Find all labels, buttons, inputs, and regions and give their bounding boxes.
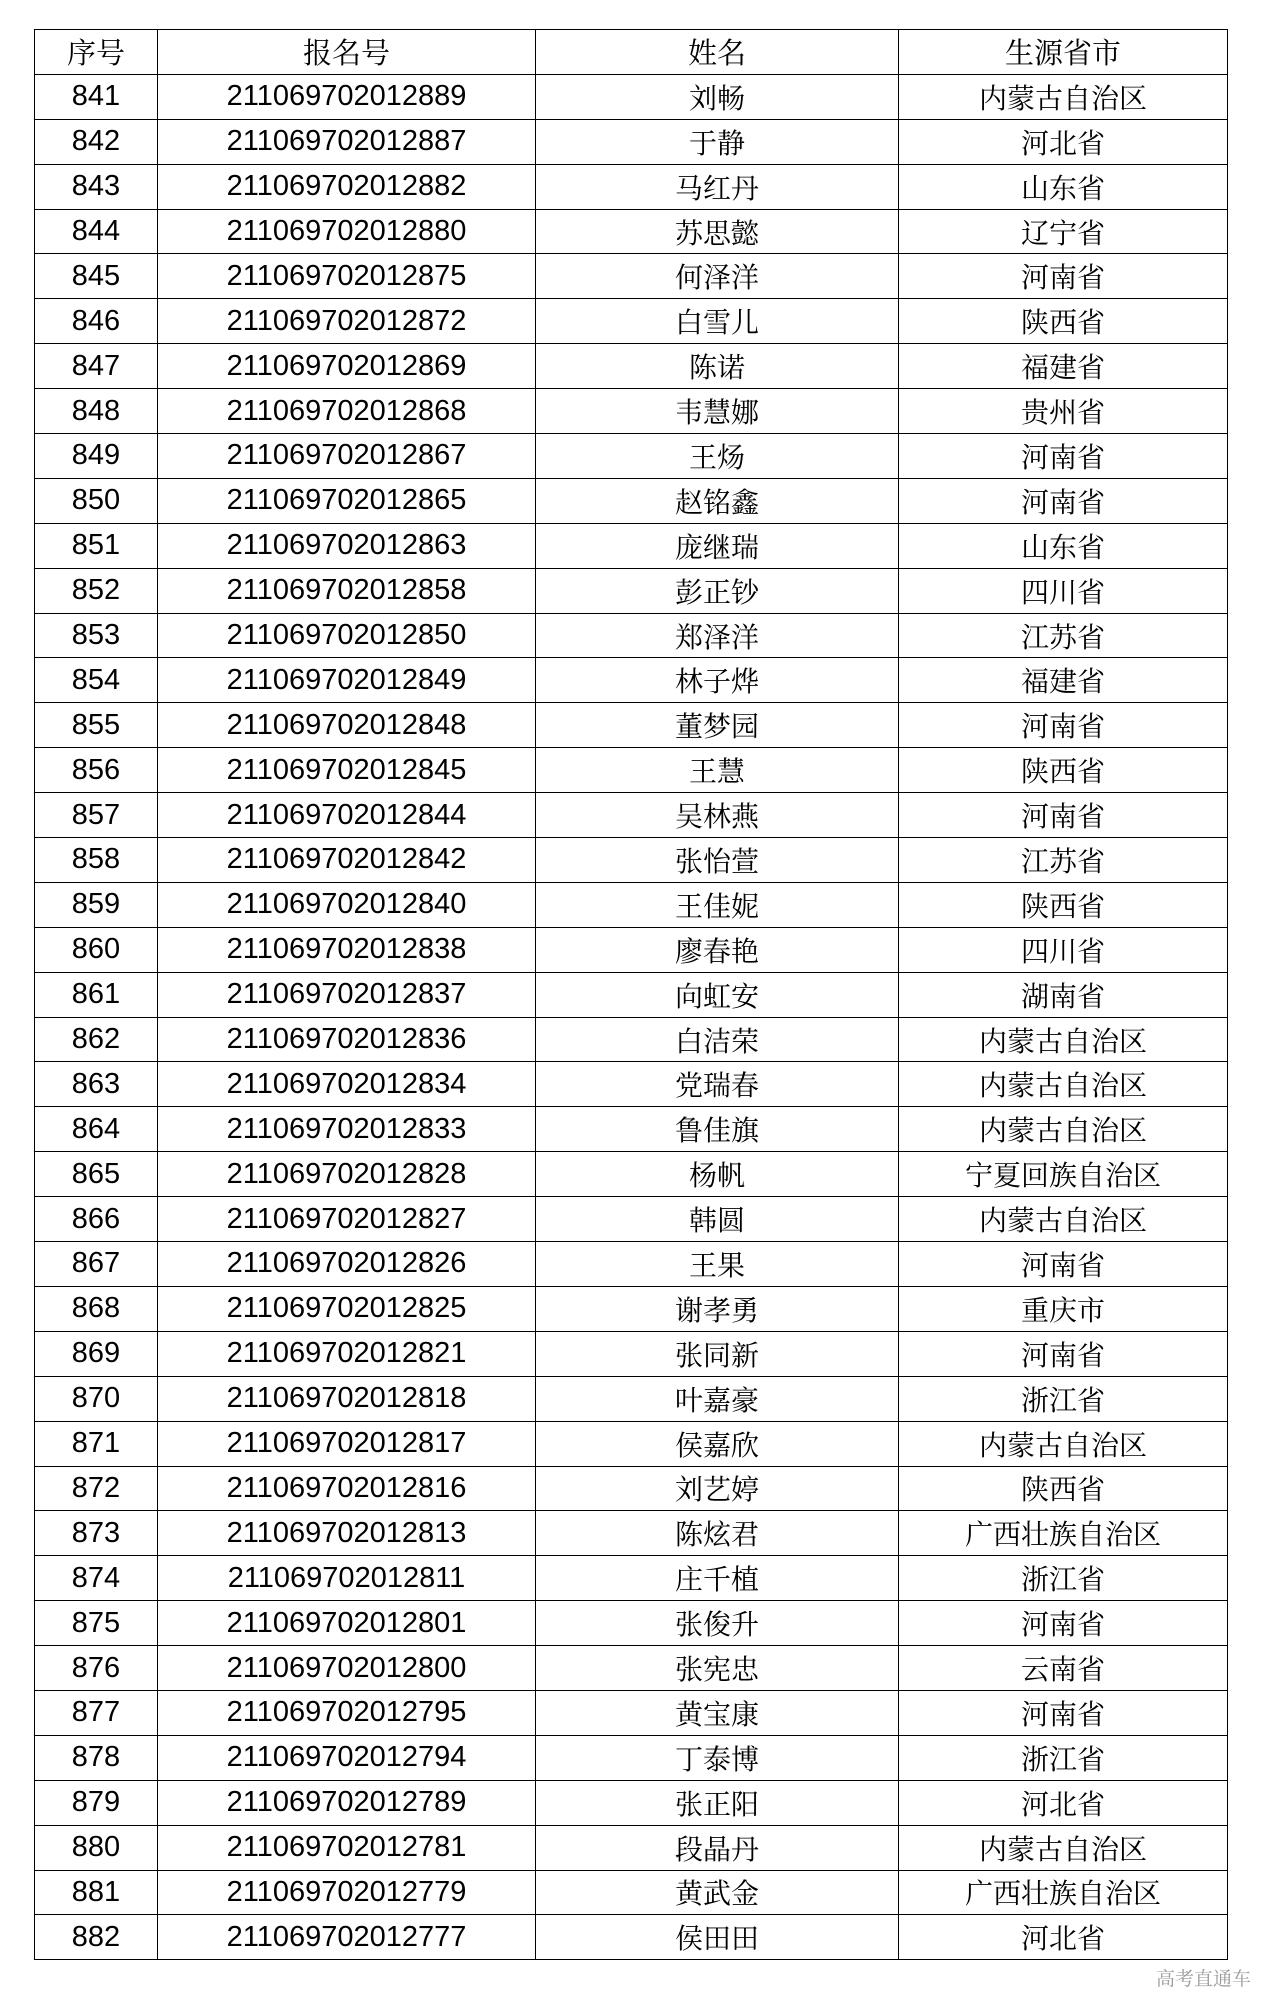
province-cell: 河南省 — [899, 793, 1228, 838]
registration-number-cell: 211069702012828 — [158, 1152, 536, 1197]
name-cell: 侯田田 — [536, 1915, 899, 1960]
table-row — [35, 389, 1228, 434]
name-cell: 白洁荣 — [536, 1017, 899, 1062]
name-cell: 谢孝勇 — [536, 1286, 899, 1331]
name-cell: 庄千植 — [536, 1556, 899, 1601]
province-cell: 云南省 — [899, 1646, 1228, 1691]
serial-cell: 851 — [35, 523, 158, 568]
province-cell: 江苏省 — [899, 838, 1228, 883]
registration-number-cell: 211069702012887 — [158, 119, 536, 164]
table-row — [35, 658, 1228, 703]
serial-cell: 849 — [35, 434, 158, 479]
header-province: 生源省市 — [899, 30, 1228, 75]
table-row — [35, 119, 1228, 164]
province-cell: 辽宁省 — [899, 209, 1228, 254]
name-cell: 韦慧娜 — [536, 389, 899, 434]
serial-cell: 842 — [35, 119, 158, 164]
table-row — [35, 927, 1228, 972]
registration-number-cell: 211069702012868 — [158, 389, 536, 434]
name-cell: 黄武金 — [536, 1870, 899, 1915]
name-cell: 陈炫君 — [536, 1511, 899, 1556]
serial-cell: 841 — [35, 74, 158, 119]
serial-cell: 844 — [35, 209, 158, 254]
province-cell: 陕西省 — [899, 1466, 1228, 1511]
table-row — [35, 1601, 1228, 1646]
serial-cell: 863 — [35, 1062, 158, 1107]
table-row — [35, 1152, 1228, 1197]
header-serial: 序号 — [35, 30, 158, 75]
serial-cell: 845 — [35, 254, 158, 299]
registration-number-cell: 211069702012825 — [158, 1286, 536, 1331]
table-row — [35, 209, 1228, 254]
registration-number-cell: 211069702012777 — [158, 1915, 536, 1960]
serial-cell: 853 — [35, 613, 158, 658]
registration-number-cell: 211069702012850 — [158, 613, 536, 658]
serial-cell: 873 — [35, 1511, 158, 1556]
province-cell: 宁夏回族自治区 — [899, 1152, 1228, 1197]
serial-cell: 864 — [35, 1107, 158, 1152]
table-row — [35, 972, 1228, 1017]
province-cell: 内蒙古自治区 — [899, 1421, 1228, 1466]
serial-cell: 870 — [35, 1376, 158, 1421]
name-cell: 吴林燕 — [536, 793, 899, 838]
registration-number-cell: 211069702012849 — [158, 658, 536, 703]
province-cell: 河南省 — [899, 1331, 1228, 1376]
province-cell: 河南省 — [899, 703, 1228, 748]
name-cell: 党瑞春 — [536, 1062, 899, 1107]
table-row — [35, 164, 1228, 209]
name-cell: 王炀 — [536, 434, 899, 479]
table-row — [35, 523, 1228, 568]
province-cell: 浙江省 — [899, 1556, 1228, 1601]
registration-number-cell: 211069702012836 — [158, 1017, 536, 1062]
serial-cell: 865 — [35, 1152, 158, 1197]
table-row — [35, 748, 1228, 793]
enrollment-table — [34, 29, 1228, 1960]
registration-number-cell: 211069702012781 — [158, 1825, 536, 1870]
registration-number-cell: 211069702012840 — [158, 882, 536, 927]
watermark-text: 高考直通车 — [1155, 1968, 1251, 1990]
province-cell: 福建省 — [899, 344, 1228, 389]
table-row — [35, 1421, 1228, 1466]
registration-number-cell: 211069702012789 — [158, 1780, 536, 1825]
province-cell: 浙江省 — [899, 1376, 1228, 1421]
table-row — [35, 1331, 1228, 1376]
name-cell: 向虹安 — [536, 972, 899, 1017]
province-cell: 贵州省 — [899, 389, 1228, 434]
table-row — [35, 1017, 1228, 1062]
table-row — [35, 703, 1228, 748]
serial-cell: 878 — [35, 1735, 158, 1780]
name-cell: 段晶丹 — [536, 1825, 899, 1870]
serial-cell: 860 — [35, 927, 158, 972]
name-cell: 叶嘉豪 — [536, 1376, 899, 1421]
table-row — [35, 344, 1228, 389]
table-row — [35, 1870, 1228, 1915]
province-cell: 陕西省 — [899, 748, 1228, 793]
serial-cell: 852 — [35, 568, 158, 613]
table-row — [35, 1690, 1228, 1735]
registration-number-cell: 211069702012845 — [158, 748, 536, 793]
table-row — [35, 1780, 1228, 1825]
serial-cell: 843 — [35, 164, 158, 209]
serial-cell: 867 — [35, 1242, 158, 1287]
name-cell: 林子烨 — [536, 658, 899, 703]
serial-cell: 866 — [35, 1197, 158, 1242]
serial-cell: 871 — [35, 1421, 158, 1466]
table-row — [35, 1735, 1228, 1780]
name-cell: 王果 — [536, 1242, 899, 1287]
registration-number-cell: 211069702012811 — [158, 1556, 536, 1601]
province-cell: 陕西省 — [899, 299, 1228, 344]
province-cell: 内蒙古自治区 — [899, 1197, 1228, 1242]
province-cell: 内蒙古自治区 — [899, 1825, 1228, 1870]
table-row — [35, 1107, 1228, 1152]
serial-cell: 861 — [35, 972, 158, 1017]
province-cell: 河北省 — [899, 1780, 1228, 1825]
registration-number-cell: 211069702012818 — [158, 1376, 536, 1421]
table-row — [35, 434, 1228, 479]
province-cell: 河北省 — [899, 1915, 1228, 1960]
serial-cell: 846 — [35, 299, 158, 344]
registration-number-cell: 211069702012794 — [158, 1735, 536, 1780]
serial-cell: 882 — [35, 1915, 158, 1960]
name-cell: 张怡萱 — [536, 838, 899, 883]
serial-cell: 880 — [35, 1825, 158, 1870]
registration-number-cell: 211069702012858 — [158, 568, 536, 613]
registration-number-cell: 211069702012865 — [158, 478, 536, 523]
serial-cell: 881 — [35, 1870, 158, 1915]
registration-number-cell: 211069702012779 — [158, 1870, 536, 1915]
registration-number-cell: 211069702012842 — [158, 838, 536, 883]
registration-number-cell: 211069702012867 — [158, 434, 536, 479]
registration-number-cell: 211069702012827 — [158, 1197, 536, 1242]
table-row — [35, 1242, 1228, 1287]
registration-number-cell: 211069702012817 — [158, 1421, 536, 1466]
header-name: 姓名 — [536, 30, 899, 75]
name-cell: 赵铭鑫 — [536, 478, 899, 523]
table-row — [35, 793, 1228, 838]
registration-number-cell: 211069702012869 — [158, 344, 536, 389]
registration-number-cell: 211069702012821 — [158, 1331, 536, 1376]
header-registration-number: 报名号 — [158, 30, 536, 75]
province-cell: 内蒙古自治区 — [899, 1062, 1228, 1107]
table-row — [35, 1197, 1228, 1242]
table-row — [35, 1825, 1228, 1870]
name-cell: 侯嘉欣 — [536, 1421, 899, 1466]
serial-cell: 862 — [35, 1017, 158, 1062]
registration-number-cell: 211069702012880 — [158, 209, 536, 254]
province-cell: 江苏省 — [899, 613, 1228, 658]
serial-cell: 858 — [35, 838, 158, 883]
table-row — [35, 254, 1228, 299]
serial-cell: 874 — [35, 1556, 158, 1601]
name-cell: 董梦园 — [536, 703, 899, 748]
registration-number-cell: 211069702012848 — [158, 703, 536, 748]
serial-cell: 856 — [35, 748, 158, 793]
table-header-row — [35, 30, 1228, 75]
province-cell: 福建省 — [899, 658, 1228, 703]
province-cell: 河南省 — [899, 478, 1228, 523]
table-row — [35, 1376, 1228, 1421]
province-cell: 广西壮族自治区 — [899, 1511, 1228, 1556]
registration-number-cell: 211069702012813 — [158, 1511, 536, 1556]
name-cell: 杨帆 — [536, 1152, 899, 1197]
name-cell: 陈诺 — [536, 344, 899, 389]
registration-number-cell: 211069702012801 — [158, 1601, 536, 1646]
registration-number-cell: 211069702012834 — [158, 1062, 536, 1107]
province-cell: 河北省 — [899, 119, 1228, 164]
name-cell: 韩圆 — [536, 1197, 899, 1242]
registration-number-cell: 211069702012833 — [158, 1107, 536, 1152]
name-cell: 王佳妮 — [536, 882, 899, 927]
province-cell: 山东省 — [899, 523, 1228, 568]
serial-cell: 854 — [35, 658, 158, 703]
registration-number-cell: 211069702012875 — [158, 254, 536, 299]
name-cell: 张俊升 — [536, 1601, 899, 1646]
registration-number-cell: 211069702012889 — [158, 74, 536, 119]
name-cell: 鲁佳旗 — [536, 1107, 899, 1152]
serial-cell: 879 — [35, 1780, 158, 1825]
table-row — [35, 1646, 1228, 1691]
name-cell: 刘畅 — [536, 74, 899, 119]
name-cell: 黄宝康 — [536, 1690, 899, 1735]
table-row — [35, 568, 1228, 613]
registration-number-cell: 211069702012826 — [158, 1242, 536, 1287]
province-cell: 内蒙古自治区 — [899, 74, 1228, 119]
province-cell: 河南省 — [899, 254, 1228, 299]
serial-cell: 868 — [35, 1286, 158, 1331]
registration-number-cell: 211069702012816 — [158, 1466, 536, 1511]
name-cell: 张正阳 — [536, 1780, 899, 1825]
table-row — [35, 299, 1228, 344]
province-cell: 河南省 — [899, 434, 1228, 479]
table-body — [35, 74, 1228, 1959]
registration-number-cell: 211069702012837 — [158, 972, 536, 1017]
table-row — [35, 1915, 1228, 1960]
province-cell: 山东省 — [899, 164, 1228, 209]
province-cell: 四川省 — [899, 568, 1228, 613]
registration-number-cell: 211069702012844 — [158, 793, 536, 838]
province-cell: 陕西省 — [899, 882, 1228, 927]
serial-cell: 855 — [35, 703, 158, 748]
province-cell: 广西壮族自治区 — [899, 1870, 1228, 1915]
table-row — [35, 1556, 1228, 1601]
name-cell: 彭正钞 — [536, 568, 899, 613]
registration-number-cell: 211069702012838 — [158, 927, 536, 972]
serial-cell: 872 — [35, 1466, 158, 1511]
name-cell: 王慧 — [536, 748, 899, 793]
table-row — [35, 882, 1228, 927]
province-cell: 河南省 — [899, 1242, 1228, 1287]
registration-number-cell: 211069702012863 — [158, 523, 536, 568]
table-row — [35, 1466, 1228, 1511]
province-cell: 重庆市 — [899, 1286, 1228, 1331]
name-cell: 张宪忠 — [536, 1646, 899, 1691]
name-cell: 廖春艳 — [536, 927, 899, 972]
province-cell: 河南省 — [899, 1601, 1228, 1646]
name-cell: 庞继瑞 — [536, 523, 899, 568]
province-cell: 河南省 — [899, 1690, 1228, 1735]
registration-number-cell: 211069702012800 — [158, 1646, 536, 1691]
province-cell: 浙江省 — [899, 1735, 1228, 1780]
serial-cell: 847 — [35, 344, 158, 389]
province-cell: 内蒙古自治区 — [899, 1017, 1228, 1062]
registration-number-cell: 211069702012795 — [158, 1690, 536, 1735]
serial-cell: 859 — [35, 882, 158, 927]
name-cell: 于静 — [536, 119, 899, 164]
name-cell: 苏思懿 — [536, 209, 899, 254]
province-cell: 内蒙古自治区 — [899, 1107, 1228, 1152]
name-cell: 马红丹 — [536, 164, 899, 209]
province-cell: 湖南省 — [899, 972, 1228, 1017]
table-row — [35, 74, 1228, 119]
registration-number-cell: 211069702012872 — [158, 299, 536, 344]
table-row — [35, 613, 1228, 658]
serial-cell: 876 — [35, 1646, 158, 1691]
name-cell: 张同新 — [536, 1331, 899, 1376]
serial-cell: 869 — [35, 1331, 158, 1376]
table-row — [35, 1062, 1228, 1107]
serial-cell: 877 — [35, 1690, 158, 1735]
serial-cell: 857 — [35, 793, 158, 838]
name-cell: 白雪儿 — [536, 299, 899, 344]
name-cell: 何泽洋 — [536, 254, 899, 299]
table-row — [35, 1286, 1228, 1331]
serial-cell: 848 — [35, 389, 158, 434]
table-row — [35, 478, 1228, 523]
serial-cell: 850 — [35, 478, 158, 523]
serial-cell: 875 — [35, 1601, 158, 1646]
province-cell: 四川省 — [899, 927, 1228, 972]
table-row — [35, 1511, 1228, 1556]
registration-number-cell: 211069702012882 — [158, 164, 536, 209]
table-row — [35, 838, 1228, 883]
name-cell: 郑泽洋 — [536, 613, 899, 658]
name-cell: 刘艺婷 — [536, 1466, 899, 1511]
name-cell: 丁泰博 — [536, 1735, 899, 1780]
